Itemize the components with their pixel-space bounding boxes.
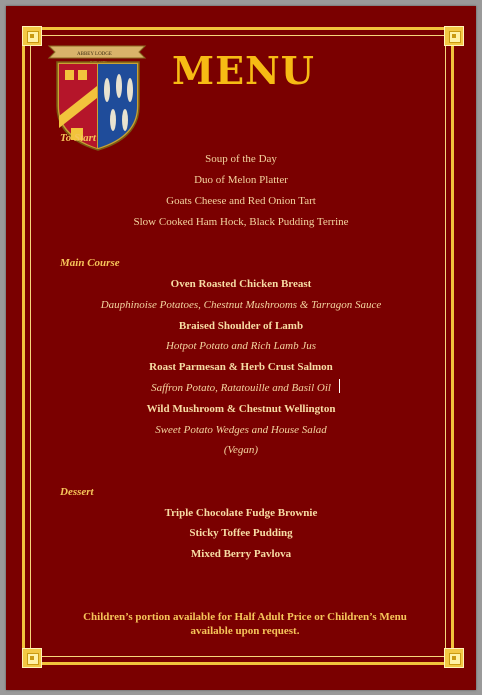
dish-description: Sweet Potato Wedges and House Salad [155, 424, 327, 436]
footer-line: Children’s portion available for Half Adult Price or Children’s Menu [83, 611, 407, 623]
footer-line: available upon request. [190, 625, 300, 637]
corner-ornament-icon [22, 648, 42, 668]
corner-ornament-icon [22, 26, 42, 46]
dish-name: Oven Roasted Chicken Breast [170, 278, 312, 290]
menu-item: Duo of Melon Platter [194, 174, 288, 186]
menu-item: Slow Cooked Ham Hock, Black Pudding Terrine [133, 216, 349, 228]
corner-ornament-icon [444, 648, 464, 668]
dish-name: Roast Parmesan & Herb Crust Salmon [149, 361, 333, 373]
dish-description: Saffron Potato, Ratatouille and Basil Oil [151, 382, 331, 394]
section-title-dessert: Dessert [60, 486, 94, 498]
crest-banner-text: ABBEY LODGE [77, 52, 112, 57]
section-title-main: Main Course [60, 257, 120, 269]
dish-description: Dauphinoise Potatoes, Chestnut Mushrooms & Tarragon Sauce [100, 299, 382, 311]
dish-note: (Vegan) [223, 444, 259, 456]
menu-item: Soup of the Day [205, 153, 277, 165]
menu-item: Mixed Berry Pavlova [190, 548, 292, 560]
menu-item: Goats Cheese and Red Onion Tart [166, 195, 316, 207]
dish-name: Wild Mushroom & Chestnut Wellington [146, 403, 336, 415]
corner-ornament-icon [444, 26, 464, 46]
page-title: MENU [172, 48, 315, 93]
footer-note [60, 610, 430, 638]
menu-item: Triple Chocolate Fudge Brownie [164, 507, 318, 519]
menu-item: Sticky Toffee Pudding [189, 527, 293, 539]
text-cursor [339, 379, 340, 393]
dish-description: Hotpot Potato and Rich Lamb Jus [165, 340, 317, 352]
section-title-starter: To Start [60, 132, 96, 144]
dish-name: Braised Shoulder of Lamb [178, 320, 304, 332]
